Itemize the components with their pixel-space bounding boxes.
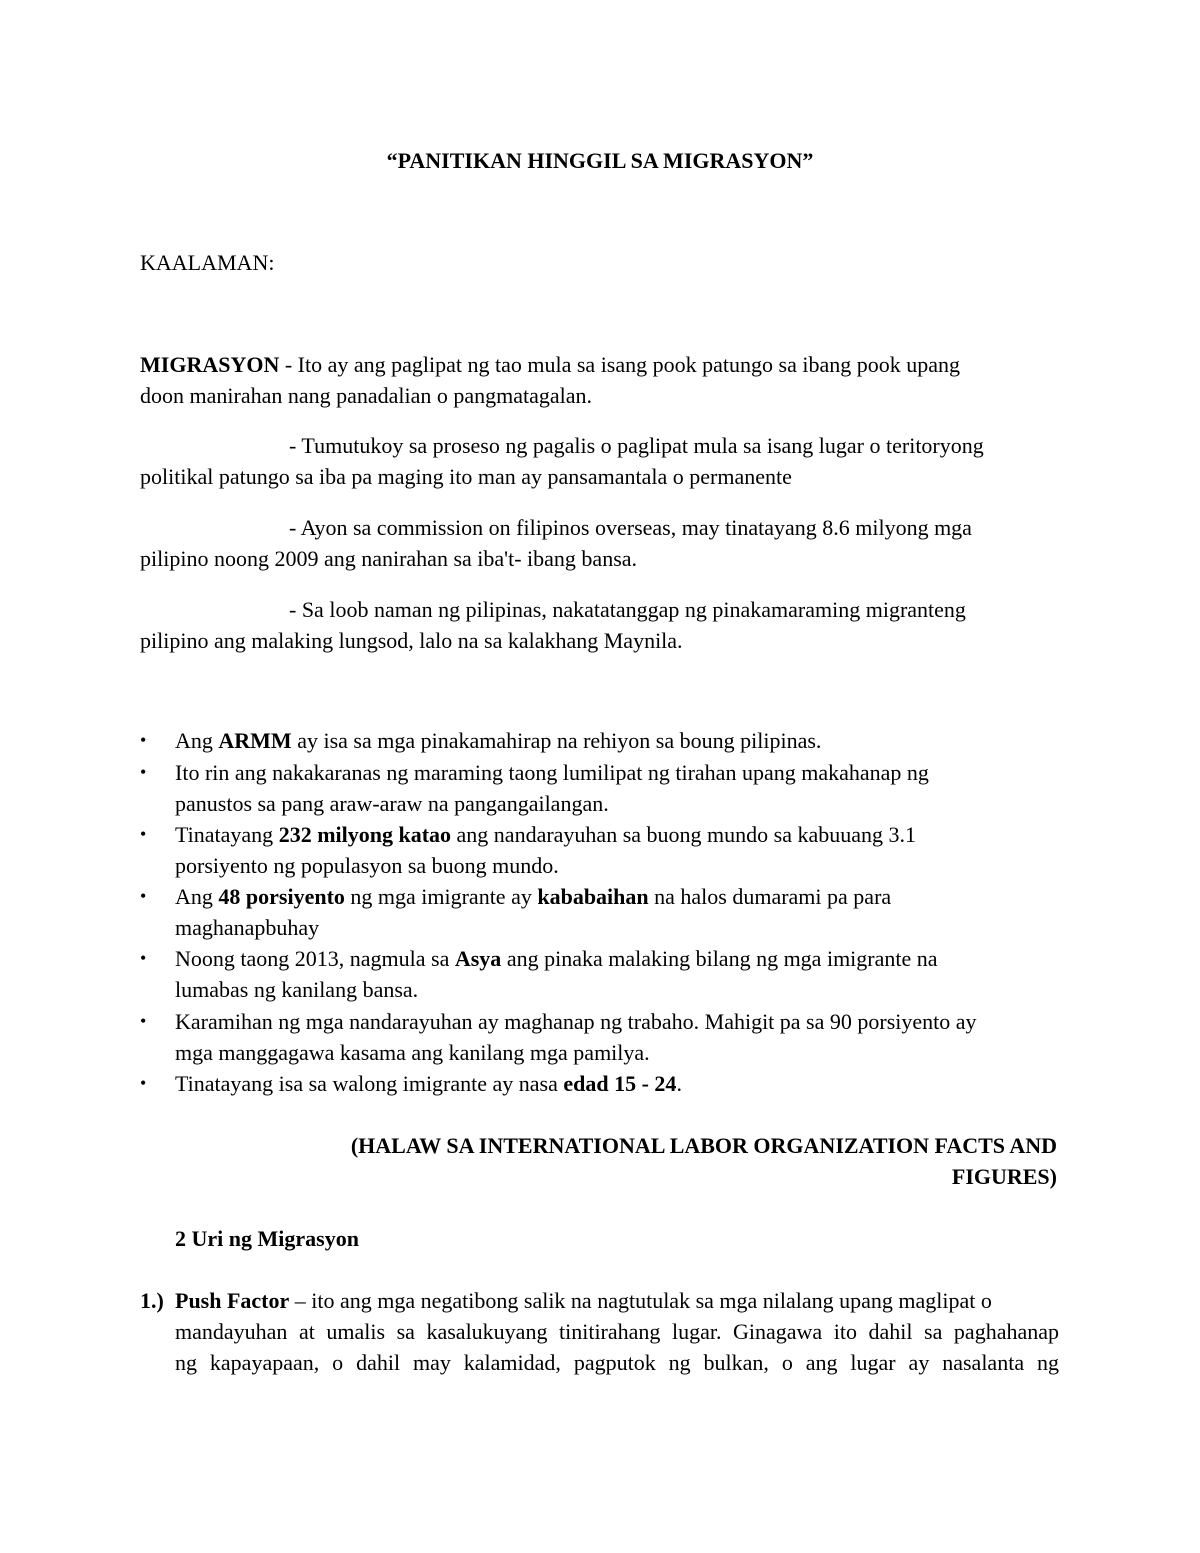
bullet-item-2-line2: panustos sa pang araw-araw na pangangailangan.	[175, 791, 609, 816]
sub-point-1-line2: politikal patungo sa iba pa maging ito man ay pansamantala o permanente	[140, 464, 792, 489]
bullet-icon: •	[140, 1073, 147, 1093]
bullet-icon: •	[140, 886, 147, 906]
list-number: 1.)	[140, 1288, 164, 1313]
page-title: “PANITIKAN HINGGIL SA MIGRASYON”	[386, 148, 814, 173]
push-factor-line2: mandayuhan at umalis sa kasalukuyang tinitirahang lugar. Ginagawa ito dahil sa paghahanap	[175, 1319, 1059, 1344]
bullet-item-6-line1: Karamihan ng mga nandarayuhan ay maghanap ng trabaho. Mahigit pa sa 90 porsiyento ay	[175, 1009, 977, 1034]
section-heading-kaalaman: KAALAMAN:	[140, 250, 275, 275]
migrasyon-definition-line2: doon manirahan nang panadalian o pangmatagalan.	[140, 383, 593, 408]
bullet-item-7: Tinatayang isa sa walong imigrante ay nasa edad 15 - 24.	[175, 1071, 682, 1096]
push-factor-line1: Push Factor – ito ang mga negatibong salik na nagtutulak sa mga nilalang upang maglipat o	[175, 1288, 992, 1313]
bullet-icon: •	[140, 762, 147, 782]
bullet-item-4-line2: maghanapbuhay	[175, 915, 320, 940]
source-citation-line1: (HALAW SA INTERNATIONAL LABOR ORGANIZATION FACTS AND	[350, 1133, 1057, 1158]
bullet-icon: •	[140, 824, 147, 844]
bullet-icon: •	[140, 948, 147, 968]
migrasyon-term: MIGRASYON	[140, 352, 280, 377]
bullet-item-4-line1: Ang 48 porsiyento ng mga imigrante ay kababaihan na halos dumarami pa para	[175, 884, 892, 909]
bullet-icon: •	[140, 730, 147, 750]
bullet-item-2-line1: Ito rin ang nakakaranas ng maraming taong lumilipat ng tirahan upang makahanap ng	[175, 760, 929, 785]
bullet-icon: •	[140, 1011, 147, 1031]
push-factor-line3: ng kapayapaan, o dahil may kalamidad, pagputok ng bulkan, o ang lugar ay nasalanta ng	[175, 1350, 1059, 1375]
push-factor-term: Push Factor	[175, 1288, 290, 1313]
sub-point-3-line1: - Sa loob naman ng pilipinas, nakatatanggap ng pinakamaraming migranteng	[289, 597, 966, 622]
sub-point-1-line1: - Tumutukoy sa proseso ng pagalis o paglipat mula sa isang lugar o teritoryong	[289, 433, 984, 458]
bullet-item-1: Ang ARMM ay isa sa mga pinakamahirap na rehiyon sa boung pilipinas.	[175, 728, 822, 753]
source-citation-line2: FIGURES)	[951, 1164, 1057, 1189]
sub-point-2-line2: pilipino noong 2009 ang nanirahan sa iba't- ibang bansa.	[140, 546, 638, 571]
bullet-item-3-line1: Tinatayang 232 milyong katao ang nandarayuhan sa buong mundo sa kabuuang 3.1	[175, 822, 916, 847]
bullet-item-3-line2: porsiyento ng populasyon sa buong mundo.	[175, 853, 559, 878]
bullet-item-5-line2: lumabas ng kanilang bansa.	[175, 977, 419, 1002]
migrasyon-definition-line1	[140, 349, 960, 380]
section-heading-uri: 2 Uri ng Migrasyon	[175, 1226, 359, 1251]
sub-point-2-line1: - Ayon sa commission on filipinos overseas, may tinatayang 8.6 milyong mga	[289, 515, 972, 540]
bullet-item-5-line1: Noong taong 2013, nagmula sa Asya ang pinaka malaking bilang ng mga imigrante na	[175, 946, 938, 971]
sub-point-3-line2: pilipino ang malaking lungsod, lalo na sa kalakhang Maynila.	[140, 628, 683, 653]
migrasyon-definition-text: - Ito ay ang paglipat ng tao mula sa isang pook patungo sa ibang pook upang	[279, 352, 960, 377]
bullet-item-6-line2: mga manggagawa kasama ang kanilang mga pamilya.	[175, 1040, 650, 1065]
